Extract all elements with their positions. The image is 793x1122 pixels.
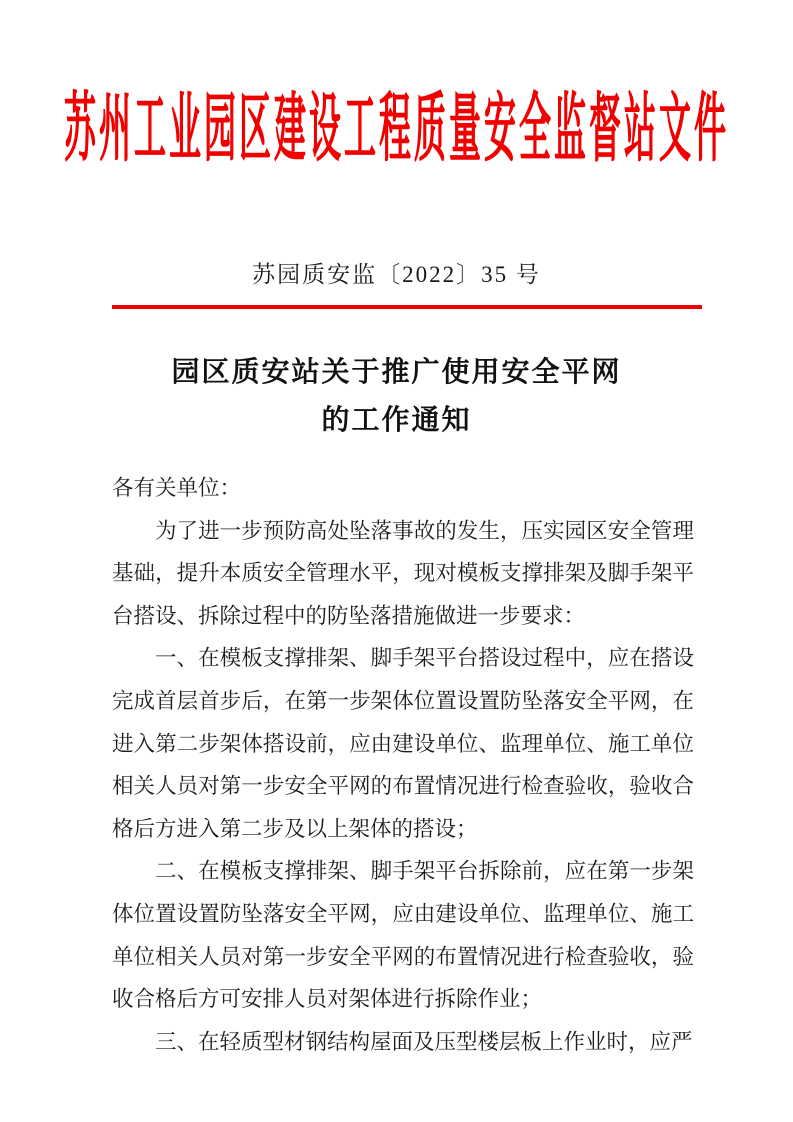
notice-title: [0, 349, 793, 445]
red-separator-line: [112, 305, 702, 309]
document-header-title: 苏州工业园区建设工程质量安全监督站文件: [63, 85, 729, 171]
body-paragraph-item3: 三、在轻质型材钢结构屋面及压型楼层板上作业时，应严: [155, 1029, 693, 1054]
notice-body: [112, 467, 694, 1063]
salutation: 各有关单位：: [112, 476, 242, 500]
notice-title-line2: 的工作通知: [321, 405, 472, 436]
body-paragraph-item2: 二、在模板支撑排架、脚手架平台拆除前，应在第一步架体位置设置防坠落安全平网，应由建设单位、监理单位、施工单位相关人员对第一步安全平网的布置情况进行检查验收，验收合格后方可安排人员对架体进行拆除作业；: [112, 859, 694, 1012]
notice-title-line1: 园区质安站关于推广使用安全平网: [171, 357, 622, 388]
document-number: 苏园质安监〔2022〕35 号: [252, 262, 541, 287]
body-paragraph-intro: 为了进一步预防高处坠落事故的发生，压实园区安全管理基础，提升本质安全管理水平，现对模板支撑排架及脚手架平台搭设、拆除过程中的防坠落措施做进一步要求：: [112, 518, 694, 628]
body-paragraph-item1: 一、在模板支撑排架、脚手架平台搭设过程中，应在搭设完成首层首步后，在第一步架体位置设置防坠落安全平网，在进入第二步架体搭设前，应由建设单位、监理单位、施工单位相关人员对第一步安全平网的布置情况进行检查验收，验收合格后方进入第二步及以上架体的搭设；: [112, 646, 694, 841]
